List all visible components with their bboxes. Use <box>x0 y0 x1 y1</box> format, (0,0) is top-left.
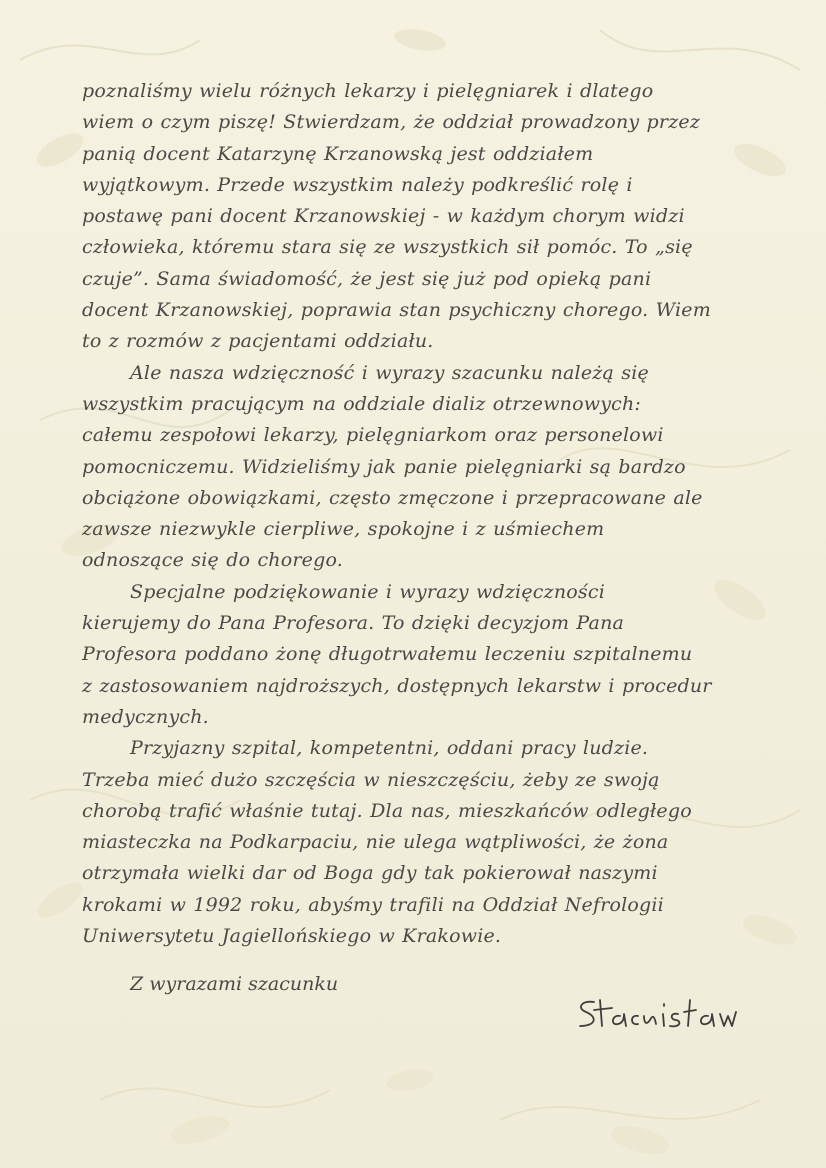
letter-line: wyjątkowym. Przede wszystkim należy podkreślić rolę i <box>82 173 633 196</box>
letter-line: obciążone obowiązkami, często zmęczone i przepracowane ale <box>82 486 703 509</box>
closing-salutation: Z wyrazami szacunku <box>130 973 339 995</box>
letter-line: Profesora poddano żonę długotrwałemu leczeniu szpitalnemu <box>82 643 693 666</box>
letter-line: wszystkim pracującym na oddziale dializ otrzewnowych: <box>82 392 642 415</box>
handwritten-signature <box>572 990 742 1038</box>
letter-line: panią docent Katarzynę Krzanowską jest oddziałem <box>82 142 594 165</box>
letter-line: kierujemy do Pana Profesora. To dzięki decyzjom Pana <box>82 612 625 635</box>
letter-line: z zastosowaniem najdroższych, dostępnych lekarstw i procedur <box>82 674 712 697</box>
letter-line: otrzymała wielki dar od Boga gdy tak pokierował naszymi <box>82 862 658 885</box>
letter-line: miasteczka na Podkarpaciu, nie ulega wątpliwości, że żona <box>82 831 669 854</box>
letter-line: medycznych. <box>82 705 209 728</box>
letter-line: Trzeba mieć dużo szczęścia w nieszczęściu, żeby ze swoją <box>82 768 660 791</box>
letter-line: poznaliśmy wielu różnych lekarzy i pielęgniarek i dlatego <box>82 80 654 102</box>
letter-line: chorobą trafić właśnie tutaj. Dla nas, mieszkańców odległego <box>82 799 692 822</box>
letter-line: postawę pani docent Krzanowskiej - w każdym chorym widzi <box>82 205 685 228</box>
letter-line: wiem o czym piszę! Stwierdzam, że oddział prowadzony przez <box>82 111 701 134</box>
letter-line: to z rozmów z pacjentami oddziału. <box>82 330 434 353</box>
letter-line: człowieka, któremu stara się ze wszystkich sił pomóc. To „się <box>82 236 693 259</box>
letter-body <box>82 76 750 952</box>
letter-line: pomocniczemu. Widzieliśmy jak panie pielęgniarki są bardzo <box>82 455 686 478</box>
paragraph-start-line: Ale nasza wdzięczność i wyrazy szacunku należą się <box>130 361 649 384</box>
letter-line: docent Krzanowskiej, poprawia stan psychiczny chorego. Wiem <box>82 299 711 322</box>
letter-line: krokami w 1992 roku, abyśmy trafili na Oddział Nefrologii <box>82 893 664 916</box>
letter-line: Uniwersytetu Jagiellońskiego w Krakowie. <box>82 925 502 948</box>
letter-line: czuje”. Sama świadomość, że jest się już pod opieką pani <box>82 267 652 290</box>
paragraph-start-line: Przyjazny szpital, kompetentni, oddani pracy ludzie. <box>130 737 649 760</box>
letter-line: odnoszące się do chorego. <box>82 549 343 572</box>
paragraph-start-line: Specjalne podziękowanie i wyrazy wdzięczności <box>130 580 605 603</box>
letter-line: zawsze niezwykle cierpliwe, spokojne i z uśmiechem <box>82 518 605 541</box>
letter-line: całemu zespołowi lekarzy, pielęgniarkom oraz personelowi <box>82 424 664 447</box>
